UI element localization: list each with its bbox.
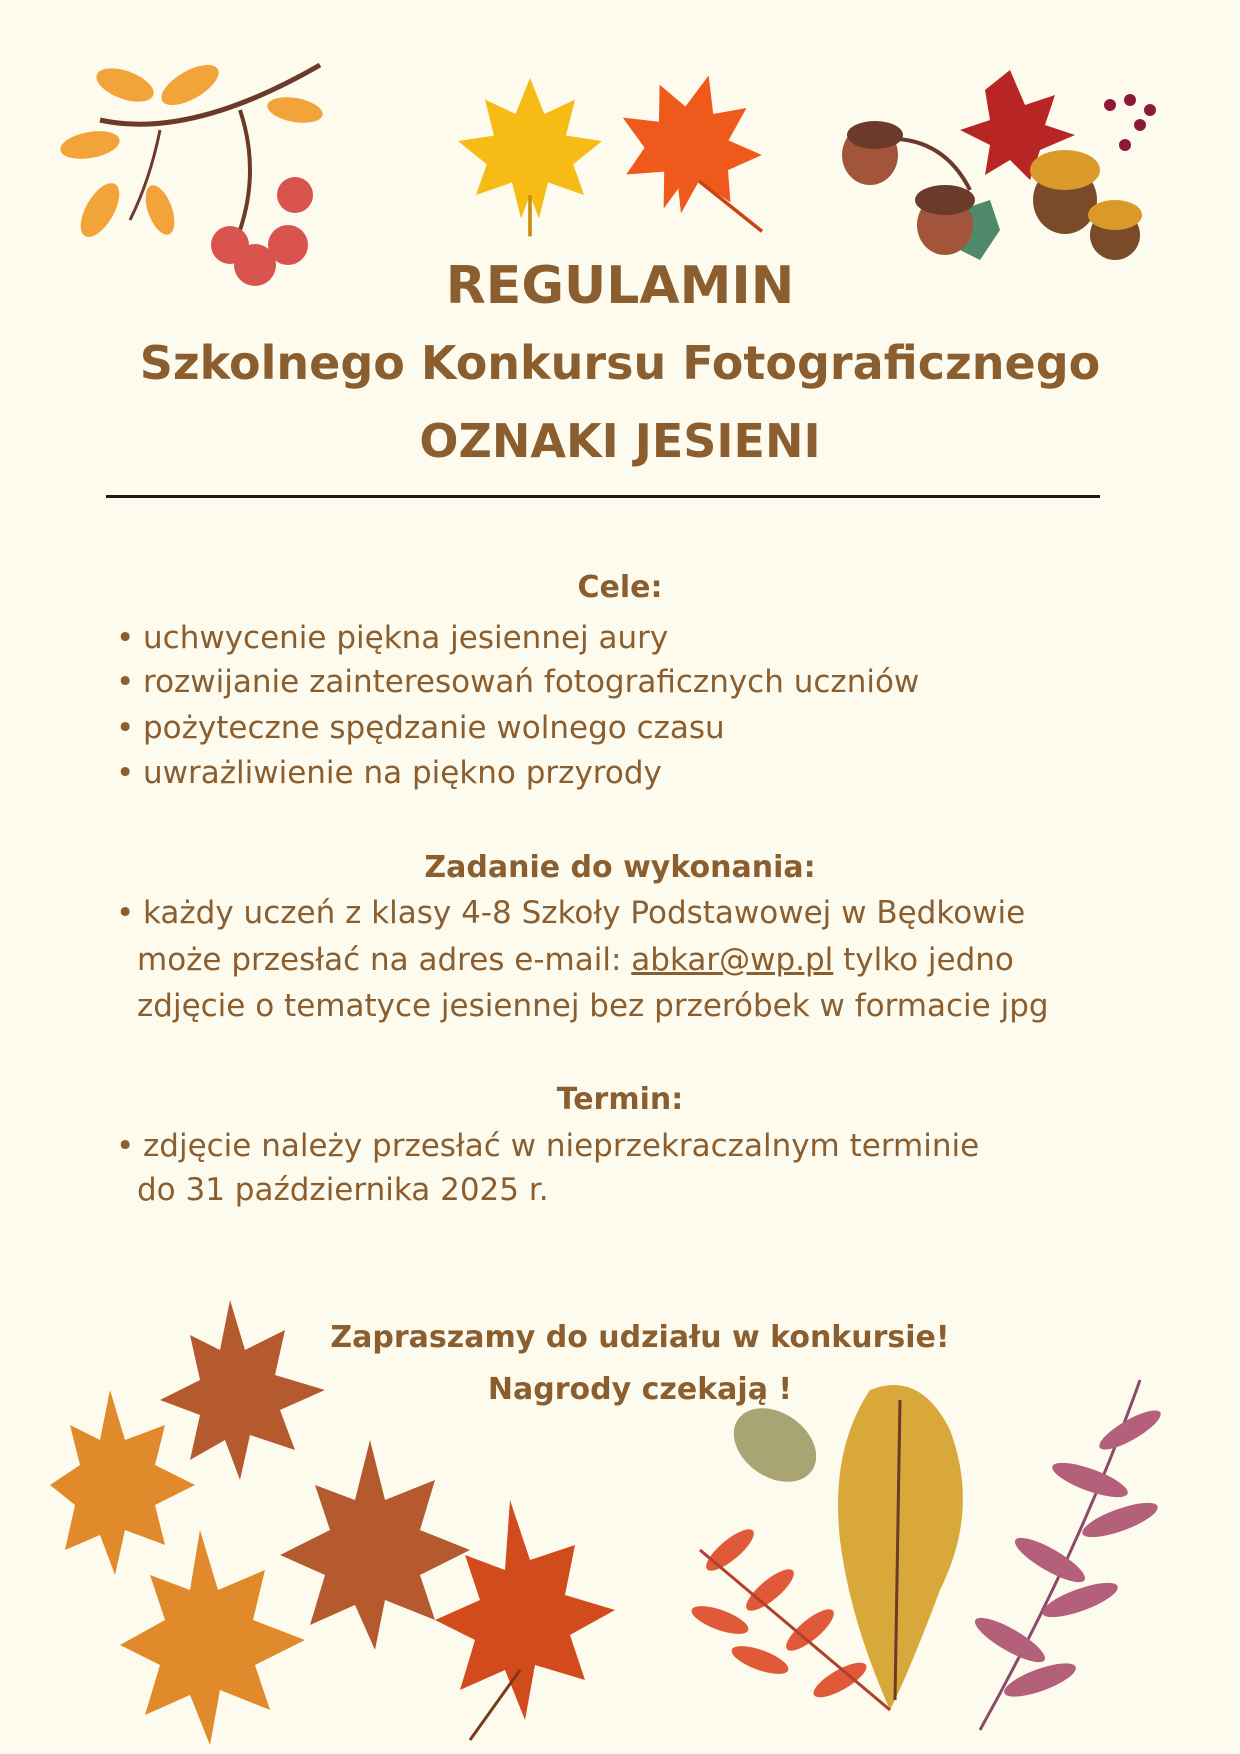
doc-title-line1: REGULAMIN	[445, 256, 795, 316]
goal-item: • rozwijanie zainteresowań fotograficznych uczniów	[116, 664, 919, 700]
email-link[interactable]: abkar@wp.pl	[631, 942, 834, 978]
goal-item: • uwrażliwienie na piękno przyrody	[116, 755, 662, 791]
autumn-leaves-left-decoration	[50, 1290, 670, 1750]
task-heading: Zadanie do wykonania:	[424, 850, 816, 885]
task-line2-before: może przesłać na adres e-mail:	[137, 942, 632, 978]
task-line2	[137, 942, 1014, 978]
yellow-maple-leaf-icon	[440, 60, 620, 240]
goals-heading: Cele:	[577, 570, 663, 605]
orange-maple-leaf-icon	[600, 55, 780, 235]
cta-line1: Zapraszamy do udziału w konkursie!	[330, 1320, 950, 1355]
goal-item: • pożyteczne spędzanie wolnego czasu	[116, 710, 725, 746]
task-line1: • każdy uczeń z klasy 4-8 Szkoły Podstawowej w Będkowie	[116, 895, 1025, 931]
doc-title-line3: OZNAKI JESIENI	[419, 414, 821, 468]
deadline-line1: • zdjęcie należy przesłać w nieprzekraczalnym terminie	[116, 1128, 979, 1164]
cta-line2: Nagrody czekają !	[487, 1372, 793, 1407]
autumn-leaves-right-decoration	[660, 1370, 1220, 1750]
deadline-line2: do 31 października 2025 r.	[137, 1172, 549, 1208]
task-line2-after: tylko jedno	[833, 942, 1014, 978]
deadline-heading: Termin:	[556, 1082, 684, 1117]
goal-item: • uchwycenie piękna jesiennej aury	[116, 620, 668, 656]
divider	[106, 495, 1100, 498]
doc-title-line2: Szkolnego Konkursu Fotograficznego	[139, 336, 1101, 390]
task-line3: zdjęcie o tematyce jesiennej bez przeróbek w formacie jpg	[137, 988, 1049, 1024]
